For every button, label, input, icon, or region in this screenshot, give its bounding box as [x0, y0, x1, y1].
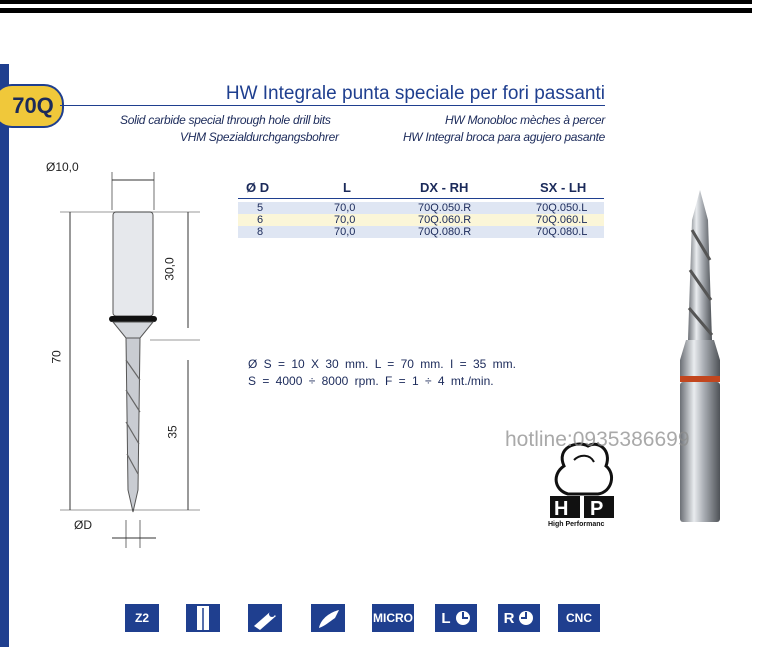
- table-row: [238, 202, 604, 214]
- subtitle-es: HW Integral broca para agujero pasante: [402, 130, 605, 144]
- cell-length: 70,0: [334, 226, 356, 238]
- cut-length-label: 35: [165, 425, 180, 439]
- spec-dimensions: Ø S = 10 X 30 mm. L = 70 mm. I = 35 mm.: [248, 357, 516, 371]
- subtitle-en: Solid carbide special through hole drill bits: [120, 113, 331, 127]
- cell-diameter: 5: [257, 202, 264, 214]
- technical-drawing: [40, 150, 220, 560]
- cell-diameter: 6: [257, 214, 264, 226]
- left-rotation-icon: [435, 604, 477, 632]
- subtitle-fr: HW Monobloc mèches à percer: [445, 113, 605, 127]
- z2-icon: [125, 604, 159, 632]
- drill-machine-icon: [248, 604, 282, 632]
- hp-logo-letter-h: H: [554, 498, 569, 520]
- hp-logo-caption: High Performanc: [548, 521, 605, 528]
- page-title: HW Integrale punta speciale per fori passanti: [225, 83, 605, 104]
- left-stripe: [0, 64, 9, 647]
- cut-diameter-label: ØD: [74, 518, 92, 532]
- drill-bit-photo: [660, 190, 740, 530]
- cell-length: 70,0: [334, 202, 356, 214]
- cell-diameter: 8: [257, 226, 264, 238]
- cnc-icon: [558, 604, 600, 632]
- cell-lh: 70Q.050.L: [536, 202, 588, 214]
- cnc-label: CNC: [566, 611, 592, 625]
- cell-lh: 70Q.060.L: [536, 214, 588, 226]
- hp-logo-letter-p: P: [590, 498, 604, 520]
- micro-label: MICRO: [373, 611, 413, 625]
- total-length-label: 70: [49, 350, 64, 364]
- cell-rh: 70Q.080.R: [418, 226, 472, 238]
- col-header-length: L: [343, 180, 351, 195]
- shank-length-label: 30,0: [162, 257, 177, 281]
- table-row: [238, 214, 604, 226]
- product-code-badge: [0, 84, 64, 128]
- spec-speed-feed: S = 4000 ÷ 8000 rpm. F = 1 ÷ 4 mt./min.: [248, 374, 494, 388]
- z2-label: Z2: [134, 611, 149, 625]
- product-code: 70Q: [12, 93, 54, 118]
- right-rotation-icon: [498, 604, 540, 632]
- top-rule: [0, 0, 752, 4]
- top-rule-thick: [0, 8, 752, 13]
- through-hole-icon: [186, 604, 220, 632]
- title-underline: [60, 105, 605, 106]
- right-rotation-label: R: [503, 609, 515, 627]
- subtitle-de: VHM Spezialdurchgangsbohrer: [180, 130, 339, 144]
- col-header-rh: DX - RH: [420, 180, 469, 195]
- col-header-lh: SX - LH: [540, 180, 587, 195]
- micro-icon: [372, 604, 414, 632]
- cell-rh: 70Q.060.R: [418, 214, 472, 226]
- workpiece-icon: [311, 604, 345, 632]
- left-rotation-label: L: [441, 609, 451, 627]
- table-header-rule: [238, 198, 604, 199]
- table-row: [238, 226, 604, 238]
- col-header-diameter: Ø D: [246, 180, 270, 195]
- cell-rh: 70Q.050.R: [418, 202, 472, 214]
- cell-lh: 70Q.080.L: [536, 226, 588, 238]
- shank-diameter-label: Ø10,0: [46, 160, 79, 174]
- hotline-watermark: hotline:0935386699: [505, 428, 690, 451]
- cell-length: 70,0: [334, 214, 356, 226]
